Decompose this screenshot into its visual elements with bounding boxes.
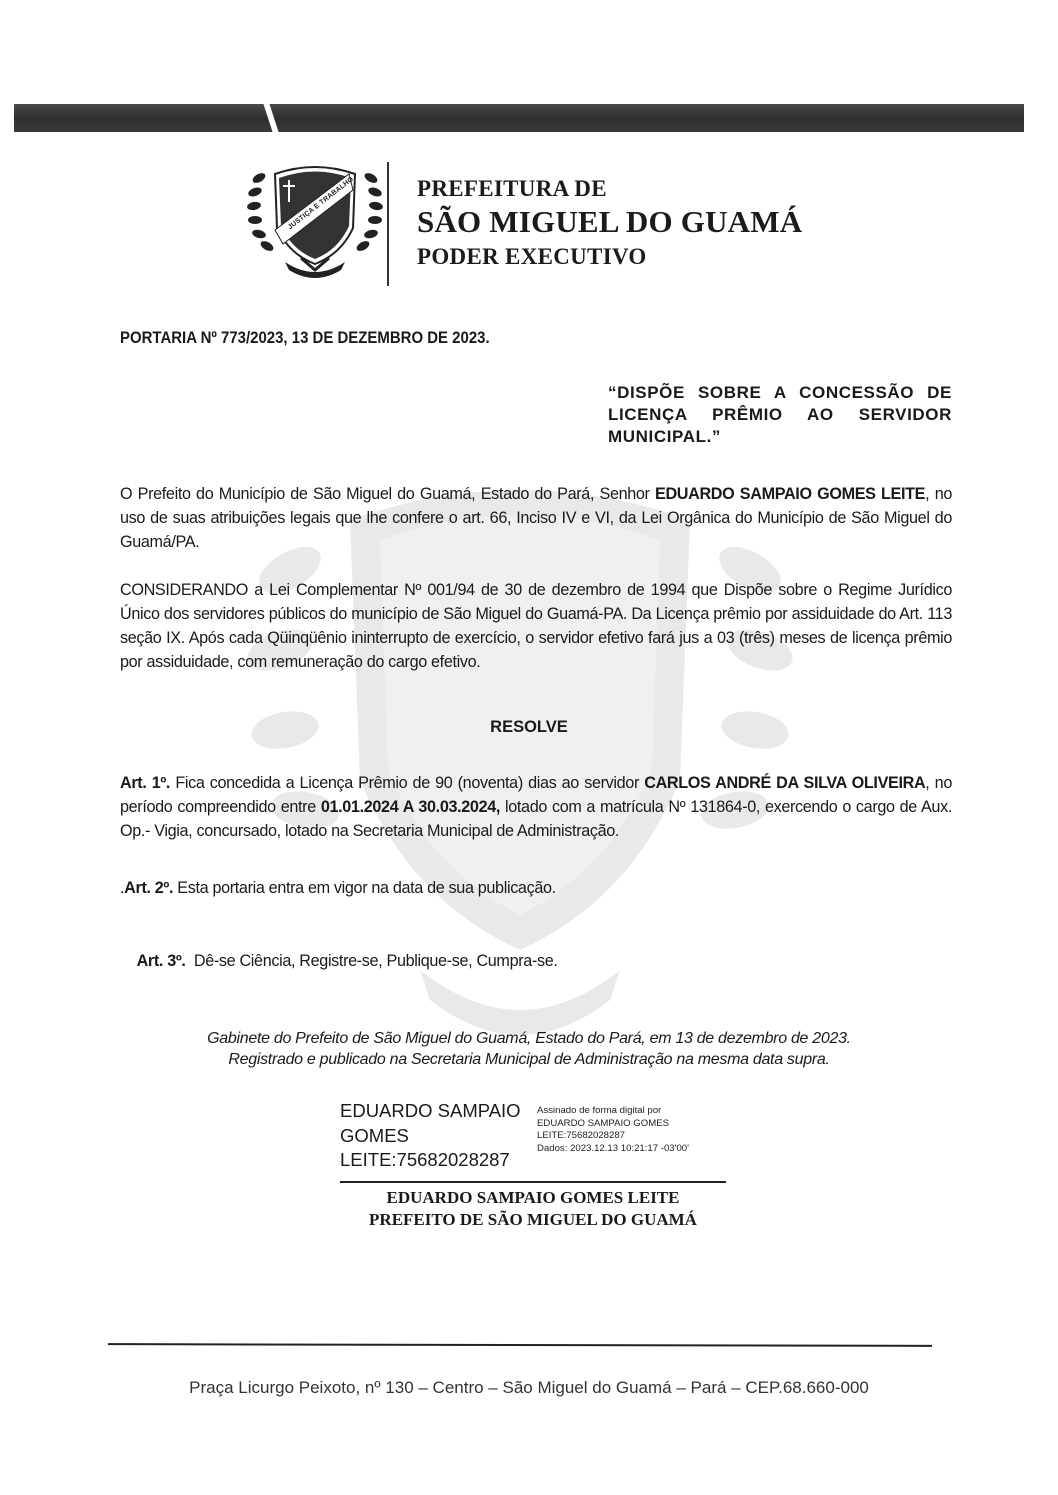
- leave-period: 01.01.2024 A 30.03.2024,: [320, 798, 501, 816]
- title-line-3: PODER EXECUTIVO: [417, 244, 647, 269]
- signature-detail-line: EDUARDO SAMPAIO GOMES: [537, 1117, 670, 1129]
- article-1: [120, 771, 952, 843]
- crest-motto: JUSTIÇA E TRABALHO: [286, 175, 356, 232]
- article-3: [120, 925, 952, 997]
- signatory-role: PREFEITO DE SÃO MIGUEL DO GUAMÁ: [369, 1210, 697, 1229]
- footer-address: Praça Licurgo Peixoto, nº 130 – Centro – São Miguel do Guamá – Pará – CEP.68.660-000: [189, 1378, 869, 1397]
- signature-line: [340, 1181, 726, 1183]
- resolve-heading: RESOLVE: [490, 718, 568, 736]
- preamble-text-2: , no uso de suas atribuições legais que lhe confere o art. 66, Inciso IV e VI, da Lei Orgânica do Município de São Miguel do Guamá/PA.: [120, 485, 952, 551]
- preamble-text-1: O Prefeito do Município de São Miguel do Guamá, Estado do Pará, Senhor: [120, 485, 655, 503]
- footer-divider: [108, 1343, 932, 1347]
- article-2: [120, 876, 952, 900]
- article-3-label: Art. 3º.: [136, 952, 186, 970]
- title-line-1: PREFEITURA DE: [417, 176, 607, 201]
- signature-detail-line: Assinado de forma digital por: [537, 1105, 662, 1116]
- title-line-2: SÃO MIGUEL DO GUAMÁ: [417, 204, 803, 239]
- servant-name: CARLOS ANDRÉ DA SILVA OLIVEIRA: [644, 774, 926, 792]
- signature-detail-line: Dados: 2023.12.13 10:21:17 -03'00': [537, 1142, 689, 1154]
- signer-line: LEITE:75682028287: [340, 1149, 510, 1170]
- header-bar: [14, 104, 1024, 132]
- article-2-text: Esta portaria entra em vigor na data de sua publicação.: [173, 879, 556, 897]
- closing-statement: [0, 1028, 1058, 1070]
- article-1-text-3: lotado com a matrícula Nº 131864-0, exercendo o cargo de Aux. Op.- Vigia, concursado, lotado na Secretaria Municipal de Administração.: [120, 798, 952, 840]
- article-2-prefix: .: [120, 879, 125, 897]
- municipal-crest-icon: [245, 158, 385, 280]
- mayor-name: EDUARDO SAMPAIO GOMES LEITE: [655, 485, 926, 503]
- considerando-paragraph: CONSIDERANDO a Lei Complementar Nº 001/94 de 30 de dezembro de 1994 que Dispõe sobre o Regime Jurídico Único dos servidores públicos do município de São Miguel do Guamá-PA. Da Licença prêmio por assiduidade do Art. 113 seção IX. Após cada Qüinqüênio ininterrupto de exercício, o servidor efetivo fará jus a 03 (três) meses de licença prêmio por assiduidade, com remuneração do cargo efetivo.: [120, 581, 952, 671]
- preamble-paragraph: [120, 482, 952, 554]
- signatory-block: [340, 1187, 726, 1231]
- header-divider: [387, 162, 389, 286]
- article-3-text: Dê-se Ciência, Registre-se, Publique-se, Cumpra-se.: [185, 952, 558, 970]
- article-1-label: Art. 1º.: [120, 774, 171, 792]
- signatory-name: EDUARDO SAMPAIO GOMES LEITE: [386, 1188, 680, 1207]
- portaria-title: PORTARIA Nº 773/2023, 13 DE DEZEMBRO DE 2023.: [120, 328, 490, 347]
- signer-line: GOMES: [340, 1124, 409, 1146]
- article-1-text-2: , no período compreendido entre: [120, 774, 952, 816]
- digital-signature-details: [537, 1105, 689, 1155]
- article-1-text-1: Fica concedida a Licença Prêmio de 90 (noventa) dias ao servidor: [170, 774, 645, 792]
- article-2-label: Art. 2º.: [124, 879, 174, 897]
- closing-line-1: Gabinete do Prefeito de São Miguel do Guamá, Estado do Pará, em 13 de dezembro de 2023.: [207, 1030, 851, 1047]
- signature-detail-line: LEITE:75682028287: [537, 1130, 626, 1142]
- signer-line: EDUARDO SAMPAIO: [340, 1100, 521, 1121]
- digital-signature-signer: [340, 1099, 521, 1173]
- institution-title: [417, 176, 802, 270]
- portaria-ementa: “DISPÕE SOBRE A CONCESSÃO DE LICENÇA PRÊMIO AO SERVIDOR MUNICIPAL.”: [608, 383, 952, 446]
- closing-line-2: Registrado e publicado na Secretaria Municipal de Administração na mesma data supra.: [228, 1051, 830, 1068]
